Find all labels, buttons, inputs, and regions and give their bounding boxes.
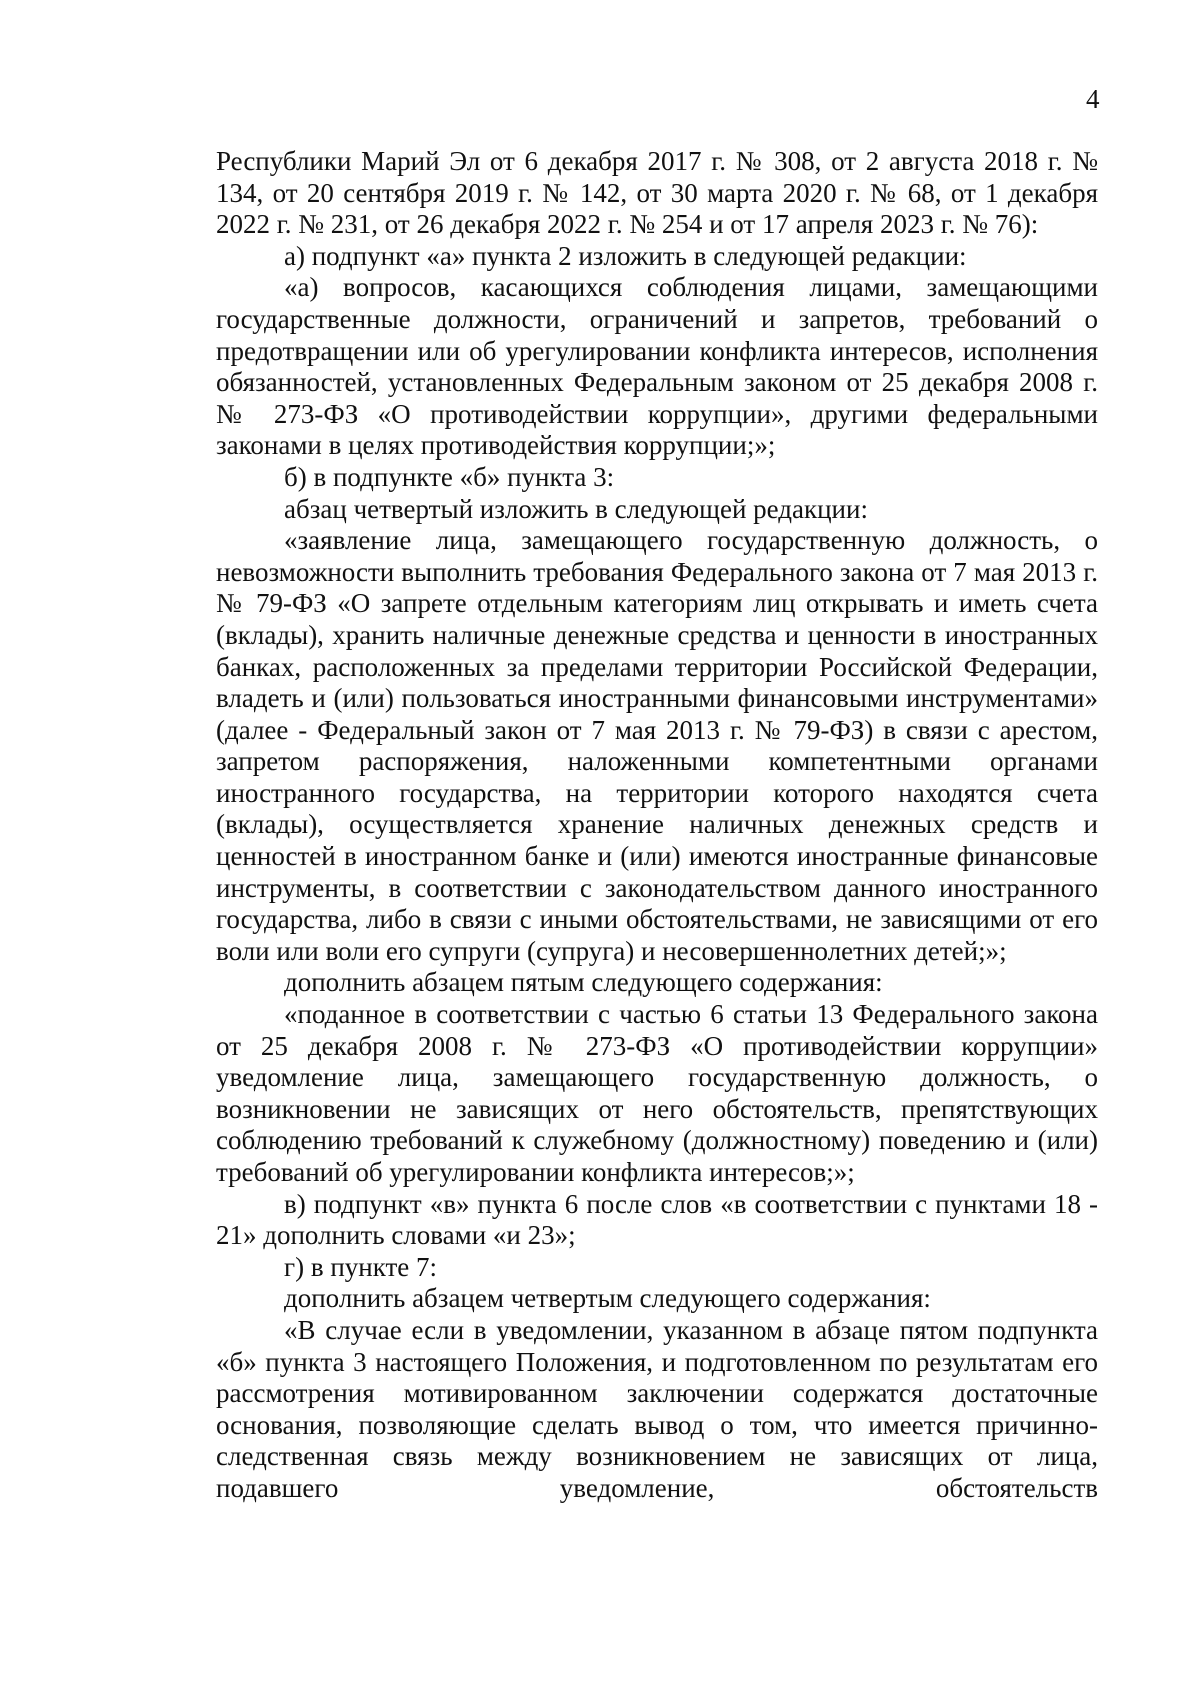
paragraph-item-g-fourth-abzac-text: «В случае если в уведомлении, указанном в абзаце пятом подпункта «б» пункта 3 настоящего Положения, и подготовленном по результатам его рассмотрения мотивированном заключении содержатся достаточные основания, позволяющие сделать вывод о том, что имеется причинно-следственная связь между возникновением не зависящих от лица, подавшего уведомление, обстоятельств (216, 1314, 1098, 1503)
paragraph-item-b-fourth-abzac-text: «заявление лица, замещающего государственную должность, о невозможности выполнить требования Федерального закона от 7 мая 2013 г. № 79-ФЗ «О запрете отдельным категориям лиц открывать и иметь счета (вклады), хранить наличные денежные средства и ценности в иностранных банках, расположенных за пределами территории Российской Федерации, владеть и (или) пользоваться иностранными финансовыми инструментами» (далее - Федеральный закон от 7 мая 2013 г. № 79-ФЗ) в связи с арестом, запретом распоряжения, наложенными компетентными органами иностранного государства, на территории которого находятся счета (вклады), осуществляется хранение наличных денежных средств и ценностей в иностранном банке и (или) имеются иностранные финансовые инструменты, в соответствии с законодательством данного иностранного государства, либо в связи с иными обстоятельствами, не зависящими от его воли или воли его супруги (супруга) и несовершеннолетних детей;»; (216, 525, 1098, 966)
paragraph-item-b-fourth-abzac: абзац четвертый изложить в следующей редакции: (284, 493, 868, 524)
document-body (216, 146, 1098, 1505)
paragraph-item-a: а) подпункт «а» пункта 2 изложить в следующей редакции: (284, 240, 967, 271)
paragraph-item-a-text: «а) вопросов, касающихся соблюдения лицами, замещающими государственные должности, ограничений и запретов, требований о предотвращении или об урегулировании конфликта интересов, исполнения обязанностей, установленных Федеральным законом от 25 декабря 2008 г. № 273-ФЗ «О противодействии коррупции», другими федеральными законами в целях противодействия коррупции;»; (216, 272, 1098, 461)
paragraph-item-g: г) в пункте 7: (284, 1251, 438, 1282)
paragraph-item-b-fifth-abzac-text: «поданное в соответствии с частью 6 статьи 13 Федерального закона от 25 декабря 2008 г. № 273-ФЗ «О противодействии коррупции» уведомление лица, замещающего государственную должность, о возникновении не зависящих от него обстоятельств, препятствующих соблюдению требований к служебному (должностному) поведению и (или) требований об урегулировании конфликта интересов;»; (216, 999, 1098, 1187)
page-number: 4 (1086, 84, 1100, 114)
paragraph-item-b: б) в подпункте «б» пункта 3: (284, 461, 615, 492)
paragraph-item-g-fourth-abzac: дополнить абзацем четвертым следующего содержания: (284, 1283, 931, 1314)
paragraph-item-b-fifth-abzac: дополнить абзацем пятым следующего содержания: (284, 967, 883, 998)
paragraph-item-v: в) подпункт «в» пункта 6 после слов «в соответствии с пунктами 18 - 21» дополнить словами «и 23»; (216, 1188, 1098, 1251)
paragraph-intro-continuation: Республики Марий Эл от 6 декабря 2017 г. № 308, от 2 августа 2018 г. № 134, от 20 сентября 2019 г. № 142, от 30 марта 2020 г. № 68, от 1 декабря 2022 г. № 231, от 26 декабря 2022 г. № 254 и от 17 апреля 2023 г. № 76): (216, 146, 1098, 240)
